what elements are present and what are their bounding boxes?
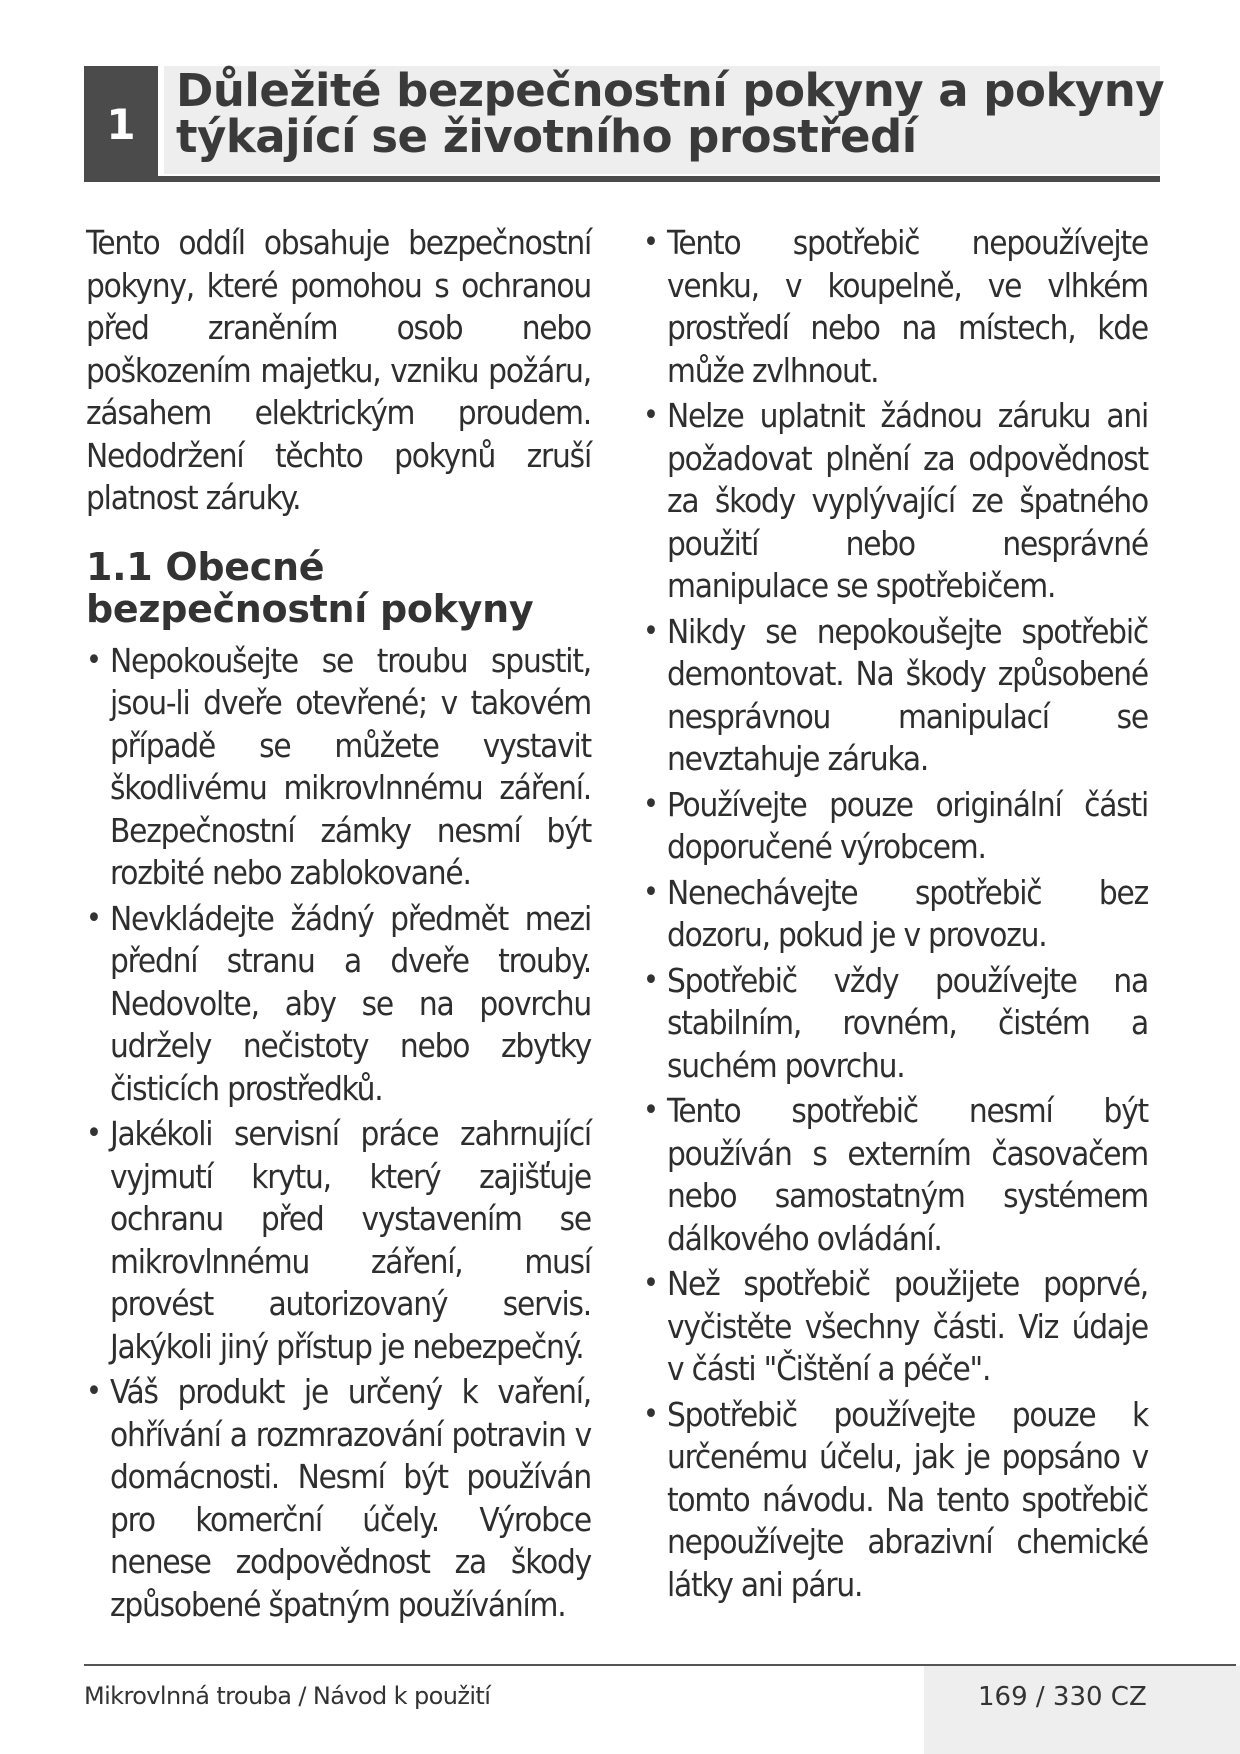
list-item-text: Používejte pouze originální části doporučené výrobcem. (667, 784, 1148, 866)
right-bullet-list (643, 222, 1148, 1606)
list-item-text: Nikdy se nepokoušejte spotřebič demontovat. Na škody způsobené nesprávnou manipulací se nevztahuje záruka. (667, 611, 1148, 778)
header-divider (84, 176, 1160, 182)
list-item-text: Spotřebič používejte pouze k určenému účelu, jak je popsáno v tomto návodu. Na tento spotřebič nepoužívejte abrazivní chemické látky ani páru. (667, 1394, 1148, 1604)
bullet-icon: • (86, 900, 101, 936)
list-item (643, 1090, 1148, 1260)
list-item-text: Tento spotřebič nepoužívejte venku, v koupelně, ve vlhkém prostředí nebo na místech, kde může zvlhnout. (667, 223, 1148, 390)
bullet-icon: • (643, 398, 658, 433)
left-bullet-list (86, 640, 591, 1627)
list-item (643, 1394, 1148, 1607)
bullet-icon: • (643, 786, 658, 822)
bullet-icon: • (643, 225, 658, 260)
chapter-title: Důležité bezpečnostní pokyny a pokyny týkající se životního prostředí (176, 64, 1165, 163)
bullet-icon: • (86, 1116, 101, 1151)
list-item (86, 1371, 591, 1626)
bullet-icon: • (86, 642, 101, 678)
list-item-text: Nenechávejte spotřebič bez dozoru, pokud je v provozu. (667, 872, 1148, 954)
list-item (643, 784, 1148, 869)
list-item-text: Jakékoli servisní práce zahrnující vyjmutí krytu, který zajišťuje ochranu před vystavením se mikrovlnnému záření, musí provést autorizovaný servis. Jakýkoli jiný přístup je nebezpečný. (110, 1114, 591, 1366)
left-column (86, 222, 591, 1629)
list-item (86, 640, 591, 895)
bullet-icon: • (643, 962, 658, 998)
list-item-text: Tento spotřebič nesmí být používán s externím časovačem nebo samostatným systémem dálkového ovládání. (667, 1091, 1148, 1258)
list-item (86, 1113, 591, 1368)
list-item-text: Nelze uplatnit žádnou záruku ani požadovat plnění za odpovědnost za škody vyplývající ze špatného použití nebo nesprávné manipulace se spotřebičem. (667, 396, 1148, 605)
page-number: 169 / 330 CZ (978, 1682, 1147, 1712)
list-item-text: Než spotřebič použijete poprvé, vyčistěte všechny části. Viz údaje v části "Čištění a péče". (667, 1264, 1148, 1388)
list-item-text: Nepokoušejte se troubu spustit, jsou-li dveře otevřené; v takovém případě se můžete vystavit škodlivému mikrovlnnému záření. Bezpečnostní zámky nesmí být rozbité nebo zablokované. (110, 640, 591, 892)
bullet-icon: • (643, 1396, 658, 1432)
intro-paragraph: Tento oddíl obsahuje bezpečnostní pokyny, které pomohou s ochranou před zraněním osob nebo poškozením majetku, vzniku požáru, zásahem elektrickým proudem. Nedodržení těchto pokynů zruší platnost záruky. (86, 223, 591, 517)
footer-document-title: Mikrovlnná trouba / Návod k použití (84, 1682, 491, 1710)
list-item-text: Váš produkt je určený k vaření, ohřívání a rozmrazování potravin v domácnosti. Nesmí být používán pro komerční účely. Výrobce nenese zodpovědnost za škody způsobené špatným používáním. (110, 1372, 591, 1624)
bullet-icon: • (643, 1266, 658, 1301)
bullet-icon: • (643, 874, 658, 910)
list-item (643, 960, 1148, 1088)
list-item (643, 611, 1148, 781)
list-item (643, 1263, 1148, 1391)
list-item (643, 872, 1148, 957)
chapter-number: 1 (84, 66, 158, 182)
bullet-icon: • (643, 613, 658, 649)
list-item-text: Spotřebič vždy používejte na stabilním, rovném, čistém a suchém povrchu. (667, 960, 1148, 1085)
list-item-text: Nevkládejte žádný předmět mezi přední stranu a dveře trouby. Nedovolte, aby se na povrchu udržely nečistoty nebo zbytky čisticích prostředků. (110, 898, 591, 1108)
list-item (86, 898, 591, 1111)
list-item (643, 222, 1148, 392)
bullet-icon: • (643, 1093, 658, 1128)
bullet-icon: • (86, 1374, 101, 1409)
list-item (643, 395, 1148, 608)
chapter-header (84, 64, 1165, 182)
right-column (643, 222, 1148, 1609)
section-heading: 1.1 Obecné bezpečnostní pokyny (86, 544, 534, 631)
